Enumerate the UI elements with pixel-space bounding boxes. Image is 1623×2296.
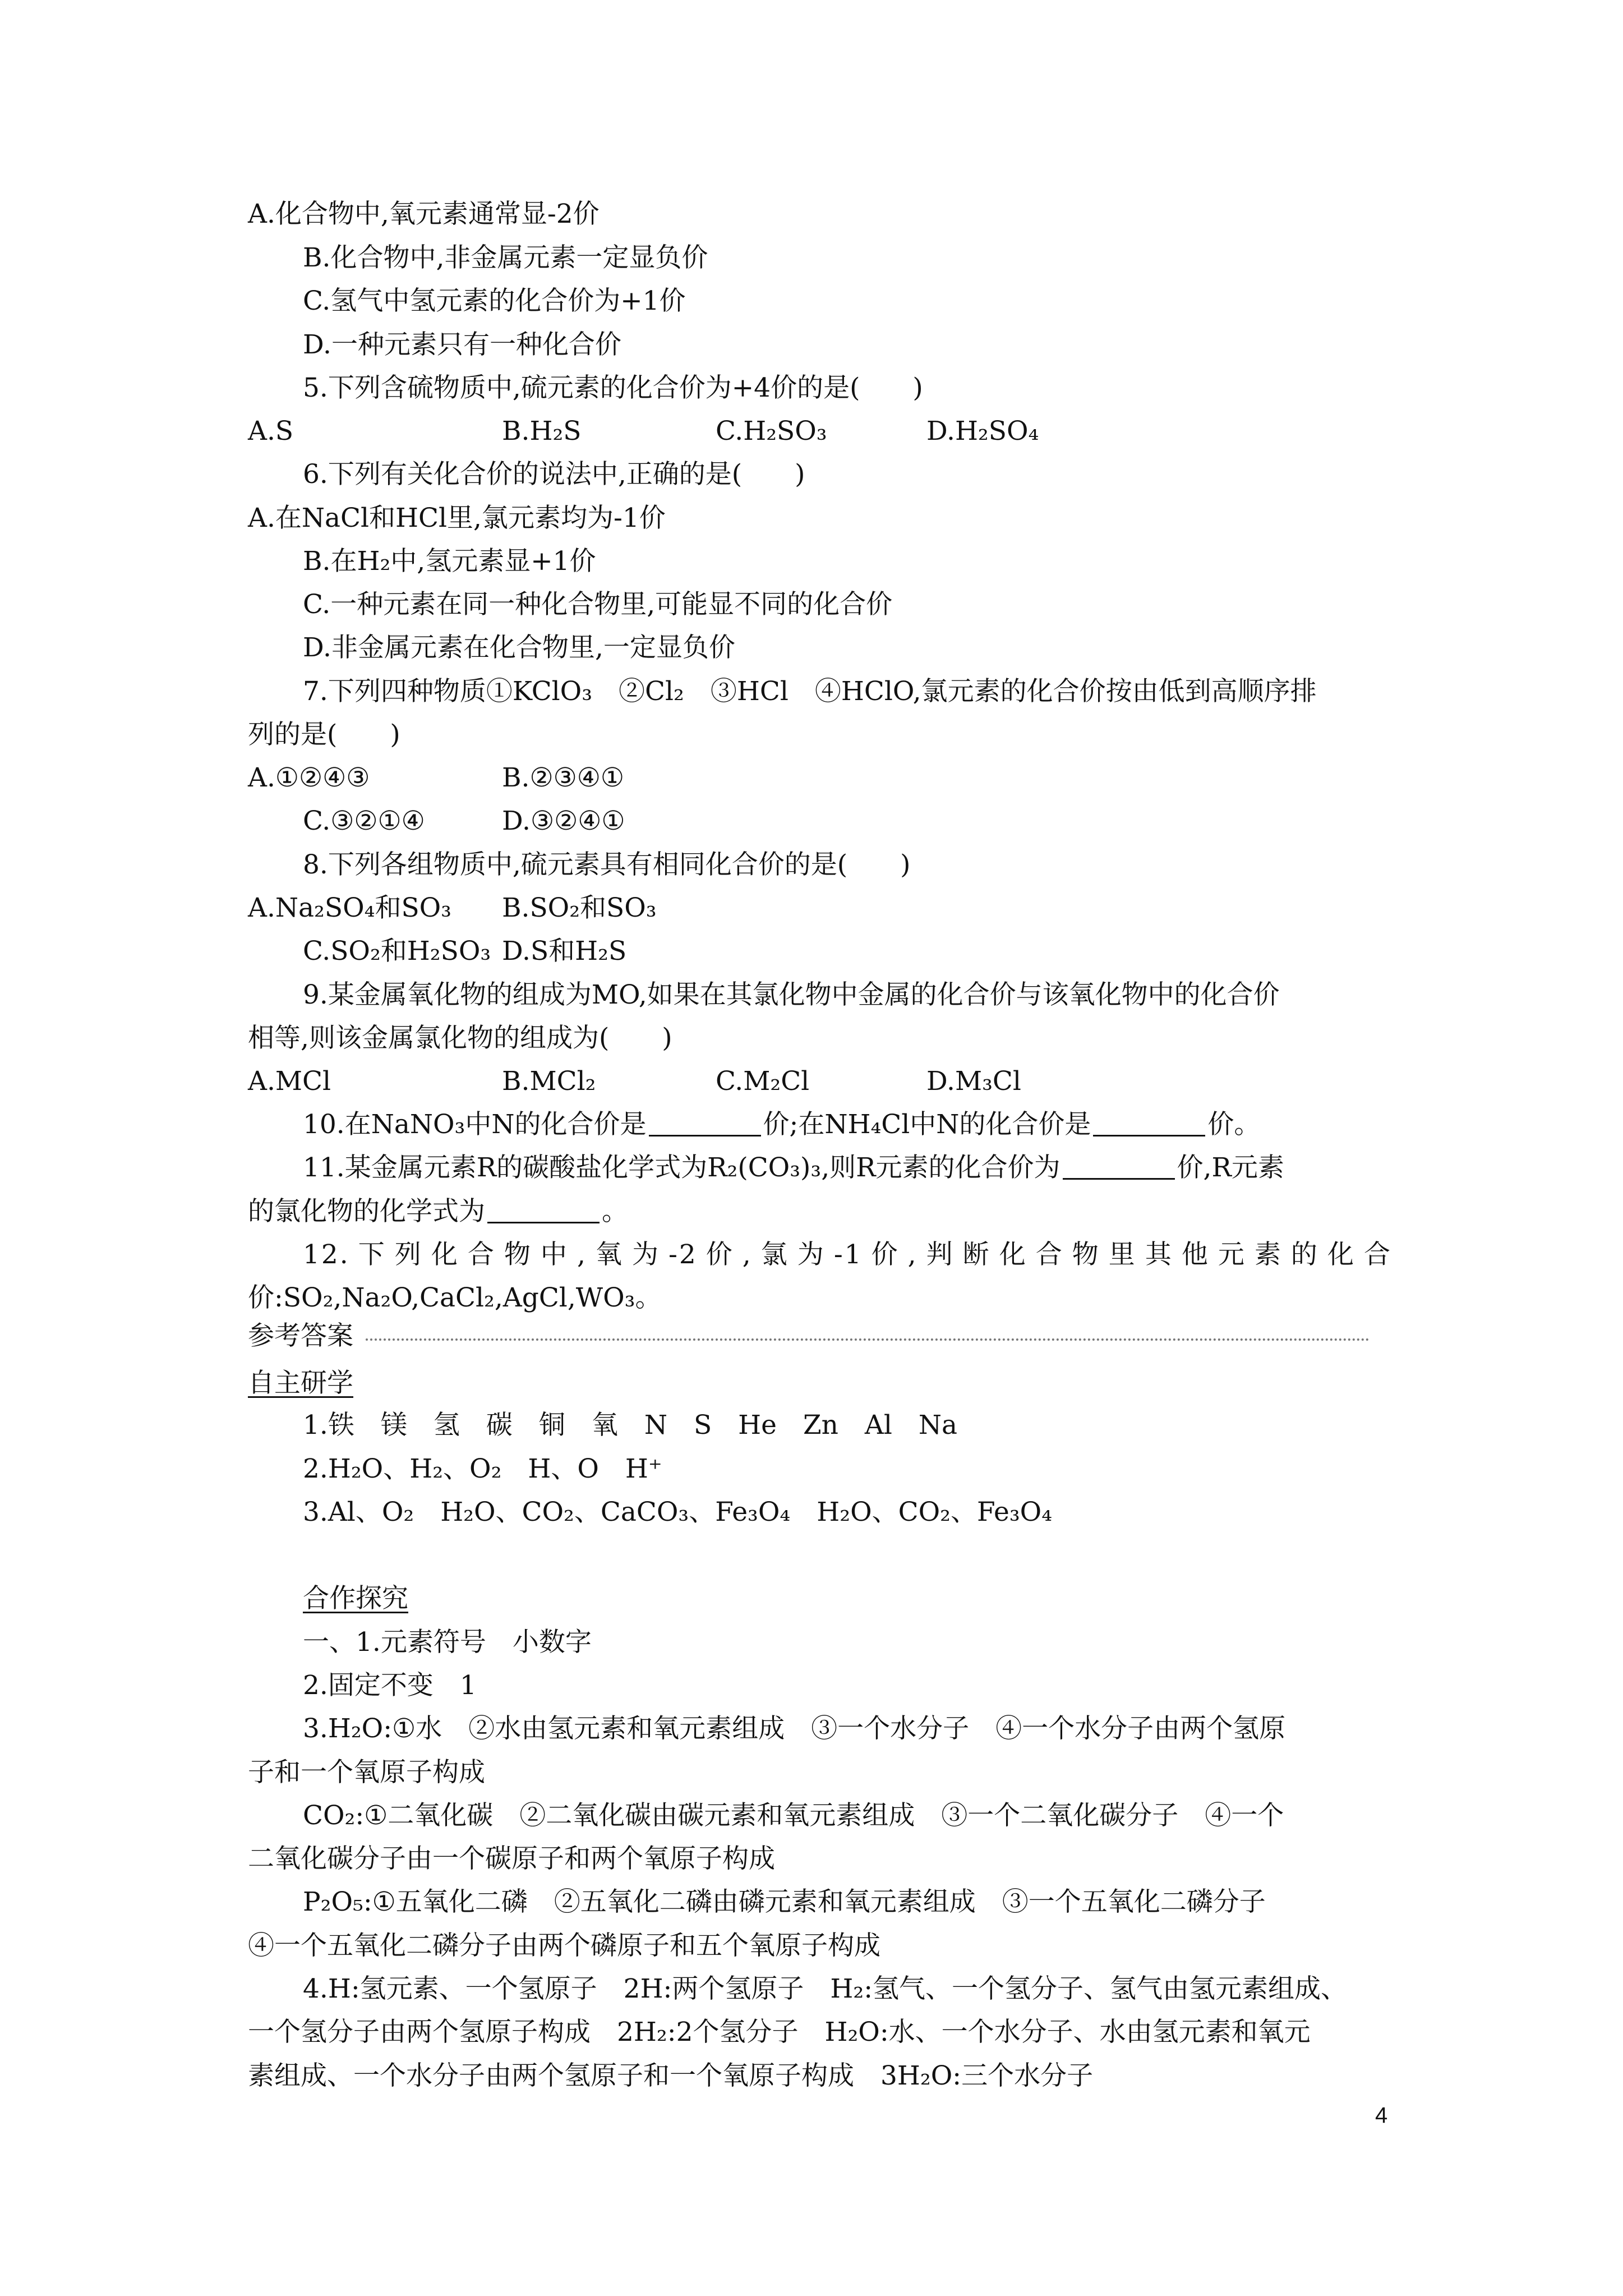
inquiry-answer-3-line3: CO₂:①二氧化碳 ②二氧化碳由碳元素和氧元素组成 ③一个二氧化碳分子 ④一个 xyxy=(303,1800,1284,1831)
q9-option-a: A.MCl xyxy=(248,1066,331,1097)
q9-option-b: B.MCl₂ xyxy=(502,1066,596,1097)
inquiry-answer-2: 2.固定不变 1 xyxy=(303,1670,477,1701)
answers-dotted-rule xyxy=(366,1338,1370,1341)
inquiry-answer-1: 一、1.元素符号 小数字 xyxy=(303,1627,592,1658)
q5-option-c: C.H₂SO₃ xyxy=(716,416,827,447)
q9-option-c: C.M₂Cl xyxy=(716,1066,810,1097)
q11-line2 xyxy=(248,1195,628,1228)
section-heading-self-study: 自主研学 xyxy=(248,1368,353,1398)
q11-blank-1 xyxy=(1063,1152,1175,1180)
q11-text-4: 。 xyxy=(602,1196,628,1227)
q4-option-b: B.化合物中,非金属元素一定显负价 xyxy=(303,242,708,273)
q9-option-d: D.M₃Cl xyxy=(926,1066,1021,1097)
q4-option-a: A.化合物中,氧元素通常显-2价 xyxy=(248,199,600,229)
q7-option-d: D.③②④① xyxy=(502,806,625,836)
q8-option-b: B.SO₂和SO₃ xyxy=(502,892,657,923)
inquiry-answer-4-line3: 素组成、一个水分子由两个氢原子和一个氧原子构成 3H₂O:三个水分子 xyxy=(248,2060,1094,2091)
q11-text-2: 价,R元素 xyxy=(1177,1152,1284,1183)
inquiry-answer-3-line4: 二氧化碳分子由一个碳原子和两个氧原子构成 xyxy=(248,1843,775,1874)
q5-option-a: A.S xyxy=(248,416,294,447)
q8-option-c: C.SO₂和H₂SO₃ xyxy=(303,936,491,967)
q7-option-b: B.②③④① xyxy=(502,762,625,793)
answer-2: 2.H₂O、H₂、O₂ H、O H⁺ xyxy=(303,1453,662,1484)
q5-option-d: D.H₂SO₄ xyxy=(926,416,1039,447)
q4-option-d: D.一种元素只有一种化合价 xyxy=(303,329,621,360)
q8-stem: 8.下列各组物质中,硫元素具有相同化合价的是( ) xyxy=(303,849,911,880)
q12-line2: 价:SO₂,Na₂O,CaCl₂,AgCl,WO₃。 xyxy=(248,1282,662,1313)
q6-option-b: B.在H₂中,氢元素显+1价 xyxy=(303,546,596,577)
q9-stem-line1: 9.某金属氧化物的组成为MO,如果在其氯化物中金属的化合价与该氧化物中的化合价 xyxy=(303,979,1280,1010)
page-number: 4 xyxy=(1375,2103,1388,2128)
q10 xyxy=(303,1108,1260,1142)
answers-title: 参考答案 xyxy=(248,1320,353,1351)
q11-blank-2 xyxy=(487,1196,600,1223)
q10-text-1: 10.在NaNO₃中N的化合价是 xyxy=(303,1109,647,1140)
q6-option-c: C.一种元素在同一种化合物里,可能显不同的化合价 xyxy=(303,589,893,620)
q7-option-a: A.①②④③ xyxy=(248,762,370,793)
q5-option-b: B.H₂S xyxy=(502,416,582,447)
q10-blank-1 xyxy=(649,1109,761,1137)
q10-blank-2 xyxy=(1093,1109,1205,1137)
answer-1: 1.铁 镁 氢 碳 铜 氧 N S He Zn Al Na xyxy=(303,1410,958,1441)
inquiry-answer-3-line5: P₂O₅:①五氧化二磷 ②五氧化二磷由磷元素和氧元素组成 ③一个五氧化二磷分子 xyxy=(303,1887,1266,1917)
inquiry-answer-4-line1: 4.H:氢元素、一个氢原子 2H:两个氢原子 H₂:氢气、一个氢分子、氢气由氢元素组成、 xyxy=(303,1973,1348,2004)
answer-3: 3.Al、O₂ H₂O、CO₂、CaCO₃、Fe₃O₄ H₂O、CO₂、Fe₃O₄ xyxy=(303,1497,1053,1527)
q5-stem: 5.下列含硫物质中,硫元素的化合价为+4价的是( ) xyxy=(303,372,923,403)
q8-option-d: D.S和H₂S xyxy=(502,936,627,967)
q7-stem-line1: 7.下列四种物质①KClO₃ ②Cl₂ ③HCl ④HClO,氯元素的化合价按由低到高顺序排 xyxy=(303,676,1317,707)
q8-option-a: A.Na₂SO₄和SO₃ xyxy=(248,892,452,923)
inquiry-answer-3-line2: 子和一个氧原子构成 xyxy=(248,1757,485,1788)
q6-option-d: D.非金属元素在化合物里,一定显负价 xyxy=(303,632,735,663)
q4-option-c: C.氢气中氢元素的化合价为+1价 xyxy=(303,286,686,316)
q12-line1: 12.下列化合物中,氧为-2价,氯为-1价,判断化合物里其他元素的化合 xyxy=(303,1239,1392,1270)
q7-option-c: C.③②①④ xyxy=(303,806,425,836)
q6-stem: 6.下列有关化合价的说法中,正确的是( ) xyxy=(303,459,805,490)
q9-stem-line2: 相等,则该金属氯化物的组成为( ) xyxy=(248,1023,672,1053)
q10-text-2: 价;在NH₄Cl中N的化合价是 xyxy=(763,1109,1091,1140)
inquiry-answer-3-line1: 3.H₂O:①水 ②水由氢元素和氧元素组成 ③一个水分子 ④一个水分子由两个氢原 xyxy=(303,1713,1286,1744)
q7-stem-line2: 列的是( ) xyxy=(248,719,400,750)
q11-text-3: 的氯化物的化学式为 xyxy=(248,1196,485,1227)
q11-line1 xyxy=(303,1151,1284,1185)
inquiry-answer-3-line6: ④一个五氧化二磷分子由两个磷原子和五个氧原子构成 xyxy=(248,1930,880,1961)
inquiry-answer-4-line2: 一个氢分子由两个氢原子构成 2H₂:2个氢分子 H₂O:水、一个水分子、水由氢元素和氧元 xyxy=(248,2017,1311,2047)
section-heading-cooperative-inquiry: 合作探究 xyxy=(303,1583,408,1614)
q10-text-3: 价。 xyxy=(1207,1109,1261,1140)
q6-option-a: A.在NaCl和HCl里,氯元素均为-1价 xyxy=(248,503,666,533)
q11-text-1: 11.某金属元素R的碳酸盐化学式为R₂(CO₃)₃,则R元素的化合价为 xyxy=(303,1152,1061,1183)
